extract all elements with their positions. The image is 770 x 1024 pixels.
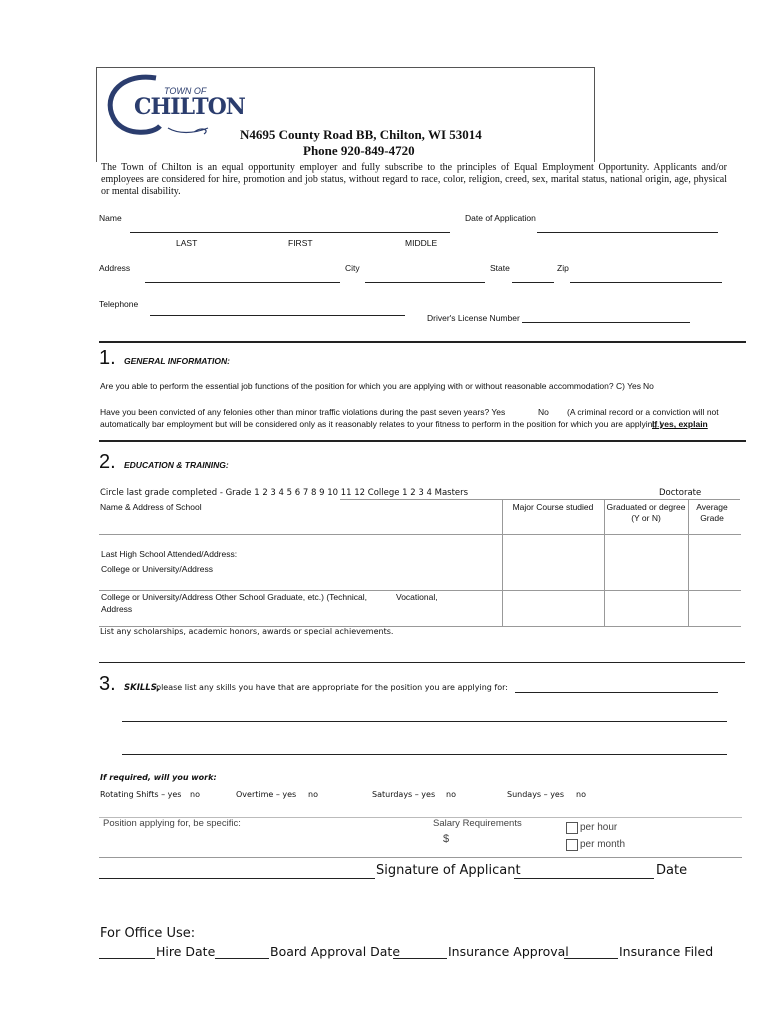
telephone-field[interactable] <box>150 315 405 316</box>
per-hour-label: per hour <box>580 822 618 833</box>
insurance-filed-label: Insurance Filed <box>619 944 714 959</box>
section-3-title: SKILLS, <box>124 683 161 693</box>
section-1-number: 1. <box>99 347 116 369</box>
state-field[interactable] <box>512 282 554 283</box>
per-month-checkbox[interactable] <box>566 839 578 851</box>
zip-field[interactable] <box>570 282 722 283</box>
col-graduated: Graduated or degree (Y or N) <box>606 502 686 523</box>
drivers-license-label: Driver's License Number <box>427 313 520 323</box>
header-address: N4695 County Road BB, Chilton, WI 53014 <box>240 127 482 142</box>
edu-col-line-3 <box>688 499 689 626</box>
if-required-label: If required, will you work: <box>100 773 217 782</box>
sundays-yes[interactable]: Sundays – yes <box>507 790 565 799</box>
drivers-license-field[interactable] <box>522 322 690 323</box>
saturdays-no[interactable]: no <box>446 790 456 799</box>
edu-col-line-1 <box>502 499 503 626</box>
logo-town-of: TOWN OF <box>164 86 207 96</box>
zip-label: Zip <box>557 263 569 273</box>
signature-date-label: Date <box>656 863 688 878</box>
address-label: Address <box>99 263 131 273</box>
last-name-label: LAST <box>176 238 198 248</box>
doctorate-label: Doctorate <box>659 488 702 498</box>
edu-row-line-1 <box>99 534 741 535</box>
felony-no[interactable]: No <box>538 407 549 417</box>
hire-date-label: Hire Date <box>156 944 216 959</box>
city-label: City <box>345 263 360 273</box>
office-use-title: For Office Use: <box>100 926 196 941</box>
section-2-number: 2. <box>99 451 116 473</box>
accommodation-no[interactable]: No <box>643 381 654 391</box>
row-other-address: Address <box>101 604 133 614</box>
eeo-statement: The Town of Chilton is an equal opportunity employer and fully subscribe to the principles of Equal Employment Opportunity. Applicants and/or employees are considered for hire, promotion and job status, without regard to race, color, religion, creed, sex, marital status, national origin, age, physical or mental disability. <box>101 162 727 197</box>
header-phone: Phone 920-849-4720 <box>303 143 415 158</box>
address-field[interactable] <box>145 282 340 283</box>
section-3-number: 3. <box>99 673 116 695</box>
per-month-label: per month <box>580 839 626 850</box>
first-name-label: FIRST <box>288 238 313 248</box>
scholarships-field[interactable] <box>99 662 745 663</box>
city-field[interactable] <box>365 282 485 283</box>
middle-name-label: MIDDLE <box>405 238 438 248</box>
row-college: College or University/Address <box>101 564 213 574</box>
overtime-no[interactable]: no <box>308 790 318 799</box>
state-label: State <box>490 263 510 273</box>
salary-dollar: $ <box>443 833 450 845</box>
rotating-shifts-no[interactable]: no <box>190 790 200 799</box>
insurance-approval-field[interactable] <box>393 958 447 959</box>
salary-label: Salary Requirements <box>433 818 522 829</box>
felony-note-continued: automatically bar employment but will be considered only as it reasonably relates to your fitness to perform in the position for which you are applying.) <box>100 419 663 429</box>
col-major: Major Course studied <box>512 502 594 512</box>
name-field[interactable] <box>130 232 450 233</box>
signature-date-field[interactable] <box>514 878 654 879</box>
felony-explain: If yes, explain <box>652 419 708 429</box>
signature-field[interactable] <box>99 878 375 879</box>
section-1-title: GENERAL INFORMATION: <box>124 356 230 366</box>
overtime-yes[interactable]: Overtime – yes <box>236 790 297 799</box>
row-other-vocational: Vocational, <box>396 592 438 602</box>
scholarships-text: List any scholarships, academic honors, awards or special achievements. <box>100 627 394 636</box>
circle-grade-text: Circle last grade completed - Grade 1 2 3 4 5 6 7 8 9 10 11 12 College 1 2 3 4 Masters <box>100 488 469 498</box>
edu-col-line-2 <box>604 499 605 626</box>
per-hour-checkbox[interactable] <box>566 822 578 834</box>
telephone-label: Telephone <box>99 299 139 309</box>
town-logo <box>98 70 243 140</box>
edu-row-line-2 <box>99 590 741 591</box>
saturdays-yes[interactable]: Saturdays – yes <box>372 790 436 799</box>
accommodation-question: Are you able to perform the essential job functions of the position for which you are applying with or without reasonable accommodation? C) Yes <box>100 381 642 391</box>
logo-town-name: CHILTON <box>134 94 245 120</box>
felony-question: Have you been convicted of any felonies other than minor traffic violations during the past seven years? Yes <box>100 407 506 417</box>
col-school-name: Name & Address of School <box>100 502 202 512</box>
sundays-no[interactable]: no <box>576 790 586 799</box>
skills-field-1[interactable] <box>515 692 718 693</box>
section-2-title: EDUCATION & TRAINING: <box>124 460 229 470</box>
name-label: Name <box>99 213 122 223</box>
position-label: Position applying for, be specific: <box>103 818 241 829</box>
section-2-divider <box>99 440 746 442</box>
col-average: Average Grade <box>696 502 728 523</box>
section-1-divider <box>99 341 746 343</box>
signature-label: Signature of Applicant <box>376 863 521 878</box>
board-approval-field[interactable] <box>215 958 269 959</box>
skills-prompt: please list any skills you have that are appropriate for the position you are applying for: <box>156 683 508 692</box>
board-approval-label: Board Approval Date <box>270 944 401 959</box>
date-of-application-label: Date of Application <box>465 213 536 223</box>
skills-field-2[interactable] <box>122 721 727 722</box>
insurance-approval-label: Insurance Approval <box>448 944 569 959</box>
edu-table-top <box>340 499 740 500</box>
skills-field-3[interactable] <box>122 754 727 755</box>
felony-note: (A criminal record or a conviction will not <box>567 407 719 417</box>
date-of-application-field[interactable] <box>537 232 718 233</box>
hire-date-field[interactable] <box>99 958 155 959</box>
rotating-shifts-yes[interactable]: Rotating Shifts – yes <box>100 790 182 799</box>
row-high-school: Last High School Attended/Address: <box>101 549 238 559</box>
position-field[interactable] <box>99 857 742 858</box>
insurance-filed-field[interactable] <box>564 958 618 959</box>
row-other-school: College or University/Address Other School Graduate, etc.) (Technical, <box>101 592 367 602</box>
